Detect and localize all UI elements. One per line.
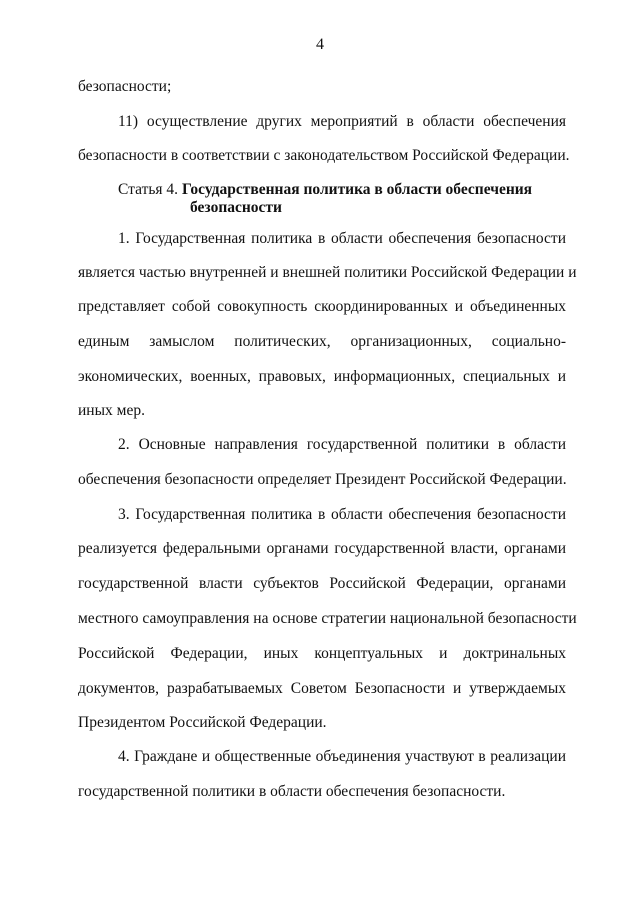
article-title-line1: Государственная политика в области обеспечения <box>181 181 533 198</box>
paragraph-line: государственной политики в области обеспечения безопасности. <box>78 783 506 800</box>
text-line: безопасности; <box>78 78 172 95</box>
paragraph-line: 2. Основные направления государственной политики в области <box>118 436 566 453</box>
paragraph-line: единым замыслом политических, организационных, социально- <box>78 333 566 350</box>
paragraph-line: 1. Государственная политика в области обеспечения безопасности <box>118 230 566 247</box>
paragraph-line: экономических, военных, правовых, информационных, специальных и <box>78 368 566 385</box>
article-title-line2: безопасности <box>190 199 282 216</box>
paragraph-line: реализуется федеральными органами государственной власти, органами <box>78 540 566 557</box>
paragraph-line: местного самоуправления на основе стратегии национальной безопасности <box>78 610 577 627</box>
article-label: Статья 4. <box>118 181 179 198</box>
paragraph-line: является частью внутренней и внешней политики Российской Федерации и <box>78 264 577 281</box>
paragraph-line: Российской Федерации, иных концептуальных и доктринальных <box>78 645 566 662</box>
article-heading <box>118 181 566 199</box>
paragraph-line: представляет собой совокупность скоординированных и объединенных <box>78 298 566 315</box>
text-line: безопасности в соответствии с законодательством Российской Федерации. <box>78 147 570 164</box>
paragraph-line: 3. Государственная политика в области обеспечения безопасности <box>118 506 566 523</box>
paragraph-line: государственной власти субъектов Российской Федерации, органами <box>78 575 566 592</box>
paragraph-line: документов, разрабатываемых Советом Безопасности и утверждаемых <box>78 680 566 697</box>
paragraph-line: иных мер. <box>78 402 145 419</box>
paragraph-line: Президентом Российской Федерации. <box>78 714 327 731</box>
paragraph-line: 4. Граждане и общественные объединения участвуют в реализации <box>118 748 566 765</box>
text-line: 11) осуществление других мероприятий в области обеспечения <box>118 113 566 130</box>
paragraph-line: обеспечения безопасности определяет Президент Российской Федерации. <box>78 471 567 488</box>
page-number: 4 <box>316 36 324 53</box>
